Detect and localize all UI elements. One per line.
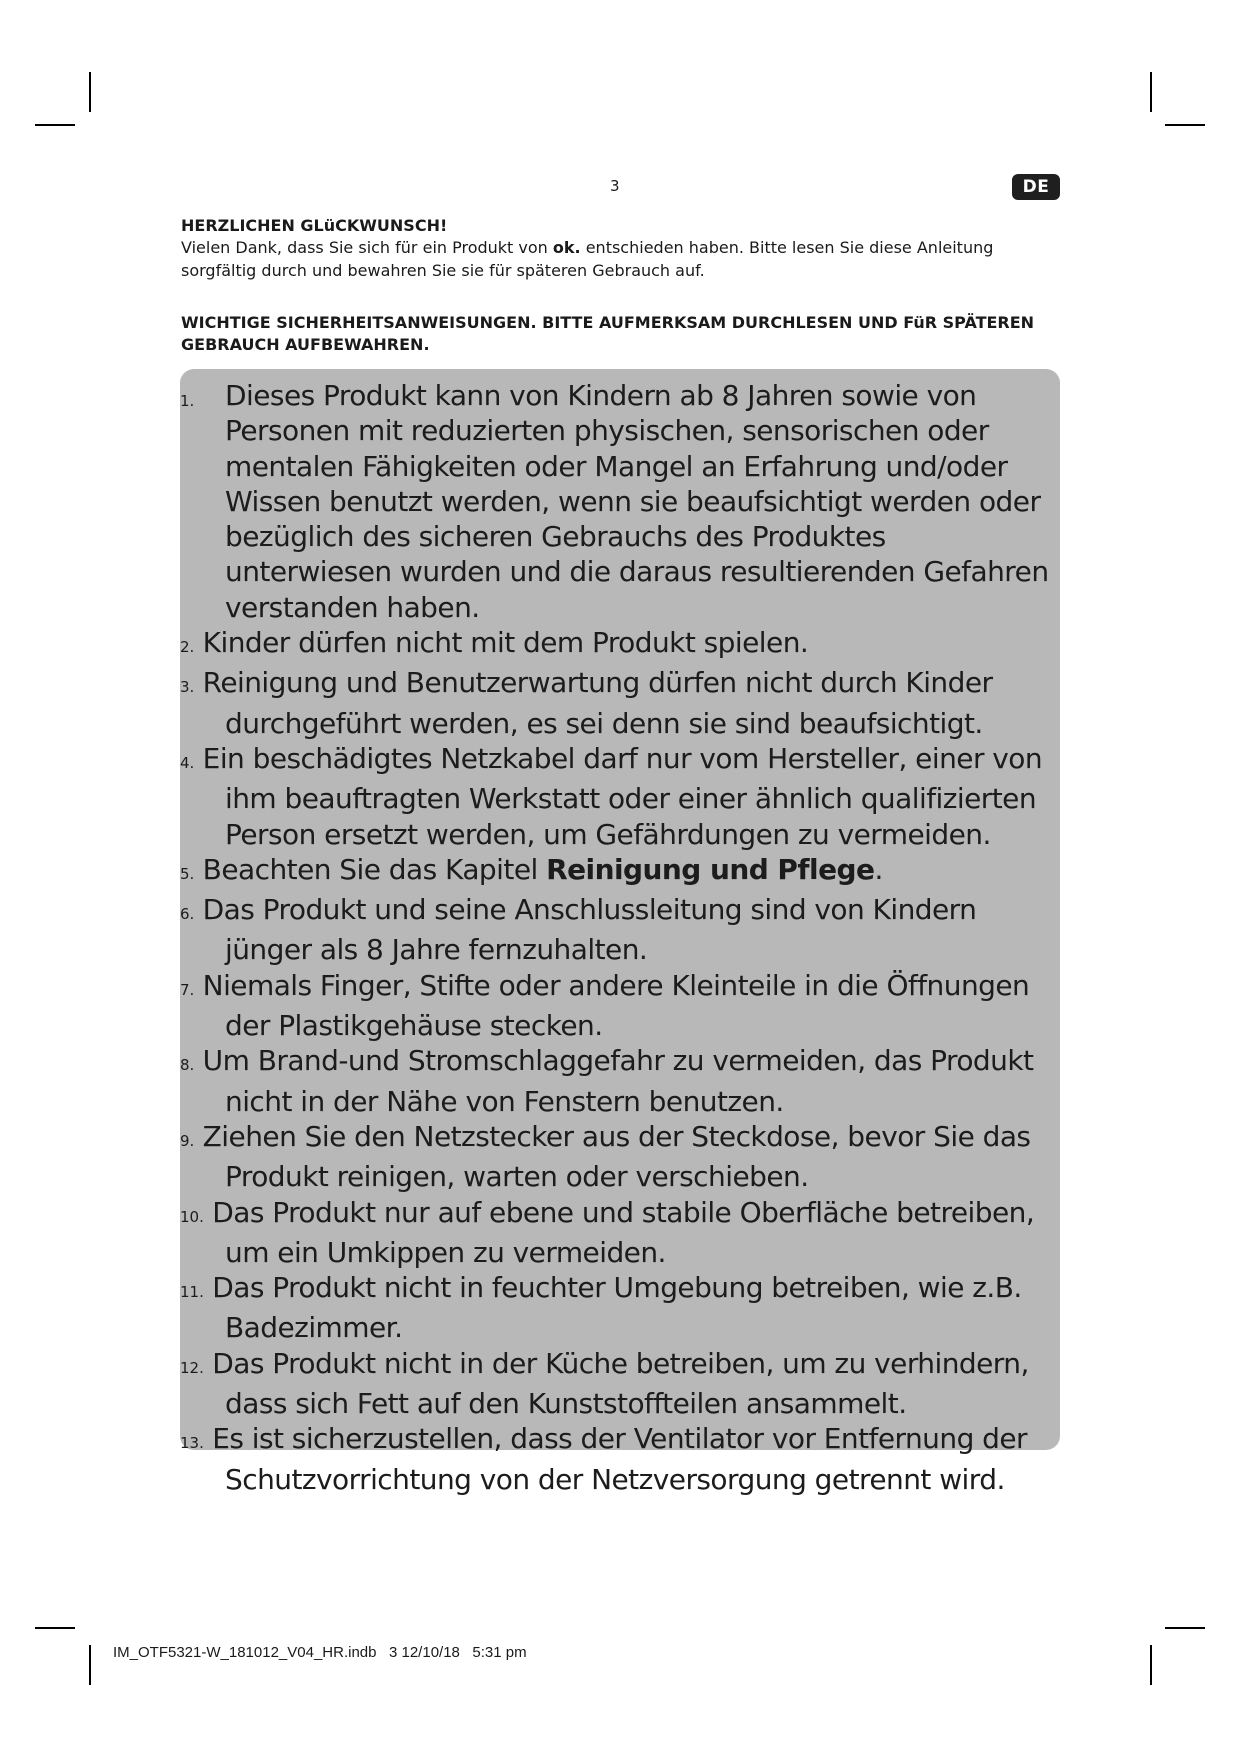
safety-item-number: 9. [180, 1131, 195, 1150]
safety-item [180, 1421, 1060, 1497]
safety-item-text: Um Brand-und Stromschlaggefahr zu vermeiden, das Produkt nicht in der Nähe von Fenstern benutzen. [202, 1044, 1034, 1118]
crop-mark-top-left-vertical [89, 72, 91, 112]
safety-item-text: Kinder dürfen nicht mit dem Produkt spielen. [202, 626, 809, 660]
safety-item [180, 1195, 1060, 1271]
crop-mark-bottom-right-vertical [1150, 1645, 1152, 1685]
safety-item-number: 8. [180, 1056, 195, 1075]
safety-item-number: 7. [180, 980, 195, 999]
safety-item-number: 4. [180, 753, 195, 772]
chapter-reference: Reinigung und Pflege [546, 852, 875, 886]
safety-item-number: 12. [180, 1358, 204, 1377]
safety-item-text: Beachten Sie das Kapitel [202, 852, 547, 886]
crop-mark-bottom-left-horizontal [35, 1627, 75, 1629]
safety-item-text: Reinigung und Benutzerwartung dürfen nicht durch Kinder durchgeführt werden, es sei denn sie sind beaufsichtigt. [202, 666, 993, 740]
language-badge: DE [1012, 174, 1060, 200]
safety-item [180, 1043, 1060, 1119]
safety-item-number: 6. [180, 905, 195, 924]
safety-item [180, 665, 1060, 741]
safety-item-text: Niemals Finger, Stifte oder andere Kleinteile in die Öffnungen der Plastikgehäuse stecken. [202, 968, 1030, 1043]
brand-name: ok. [552, 238, 581, 257]
crop-mark-bottom-right-horizontal [1165, 1627, 1205, 1629]
safety-item-text: Dieses Produkt kann von Kindern ab 8 Jahren sowie von Personen mit reduzierten physischen, sensorischen oder mentalen Fähigkeiten oder Mangel an Erfahrung und/oder Wissen benutzt werden, wenn sie beaufsichtigt werden oder bezüglich des sicheren Gebrauchs des Produktes unterwiesen wurden und die daraus resultierenden Gefahren verstanden haben. [225, 379, 1049, 624]
page-number: 3 [610, 177, 620, 195]
safety-item [180, 892, 1060, 968]
crop-mark-top-left-horizontal [35, 124, 75, 126]
safety-item-text: Das Produkt und seine Anschlussleitung sind von Kindern jünger als 8 Jahre fernzuhalten. [202, 893, 977, 967]
safety-item-text: Ein beschädigtes Netzkabel darf nur vom Hersteller, einer von ihm beauftragten Werkstatt oder einer ähnlich qualifizierten Person ersetzt werden, um Gefährdungen zu vermeiden. [202, 741, 1043, 851]
safety-item-text: Das Produkt nicht in feuchter Umgebung betreiben, wie z.B. Badezimmer. [212, 1271, 1022, 1345]
safety-item-number: 11. [180, 1283, 204, 1302]
crop-mark-bottom-left-vertical [89, 1645, 91, 1685]
safety-item [180, 1346, 1060, 1422]
intro-text-before-brand: Vielen Dank, dass Sie sich für ein Produkt von [181, 238, 553, 257]
safety-item-number: 13. [180, 1434, 204, 1453]
safety-instructions-heading: WICHTIGE SICHERHEITSANWEISUNGEN. BITTE AUFMERKSAM DURCHLESEN UND FüR SPÄTEREN GEBRAUCH AUFBEWAHREN. [181, 313, 1035, 354]
safety-item [180, 852, 1060, 892]
safety-item-number: 5. [180, 864, 195, 883]
safety-item-number: 10. [180, 1207, 204, 1226]
safety-item [180, 625, 1060, 665]
safety-item-number: 1. [180, 392, 195, 410]
safety-item [180, 1119, 1060, 1195]
safety-item [180, 378, 1060, 625]
crop-mark-top-right-vertical [1150, 72, 1152, 112]
safety-item [180, 1270, 1060, 1346]
safety-item [180, 968, 1060, 1044]
safety-instructions-box [180, 369, 1060, 1496]
safety-item-number: 2. [180, 638, 195, 657]
intro-paragraph [181, 236, 1051, 282]
safety-item-text-end: . [874, 852, 883, 886]
crop-mark-top-right-horizontal [1165, 124, 1205, 126]
safety-item [180, 741, 1060, 852]
safety-item-text: Das Produkt nur auf ebene und stabile Oberfläche betreiben, um ein Umkippen zu vermeiden. [212, 1195, 1035, 1269]
print-info-footer: IM_OTF5321-W_181012_V04_HR.indb 3 12/10/18 5:31 pm [113, 1644, 527, 1661]
safety-item-number: 3. [180, 678, 195, 697]
safety-item-text: Ziehen Sie den Netzstecker aus der Steckdose, bevor Sie das Produkt reinigen, warten oder verschieben. [202, 1119, 1031, 1194]
congratulations-heading: HERZLICHEN GLüCKWUNSCH! [181, 216, 448, 235]
intro-text-after-brand: entschieden haben. Bitte lesen Sie diese Anleitung sorgfältig durch und bewahren Sie sie für späteren Gebrauch auf. [181, 238, 994, 280]
safety-item-text: Das Produkt nicht in der Küche betreiben, um zu verhindern, dass sich Fett auf den Kunststoffteilen ansammelt. [212, 1346, 1029, 1421]
safety-item-text: Es ist sicherzustellen, dass der Ventilator vor Entfernung der Schutzvorrichtung von der Netzversorgung getrennt wird. [212, 1422, 1028, 1496]
